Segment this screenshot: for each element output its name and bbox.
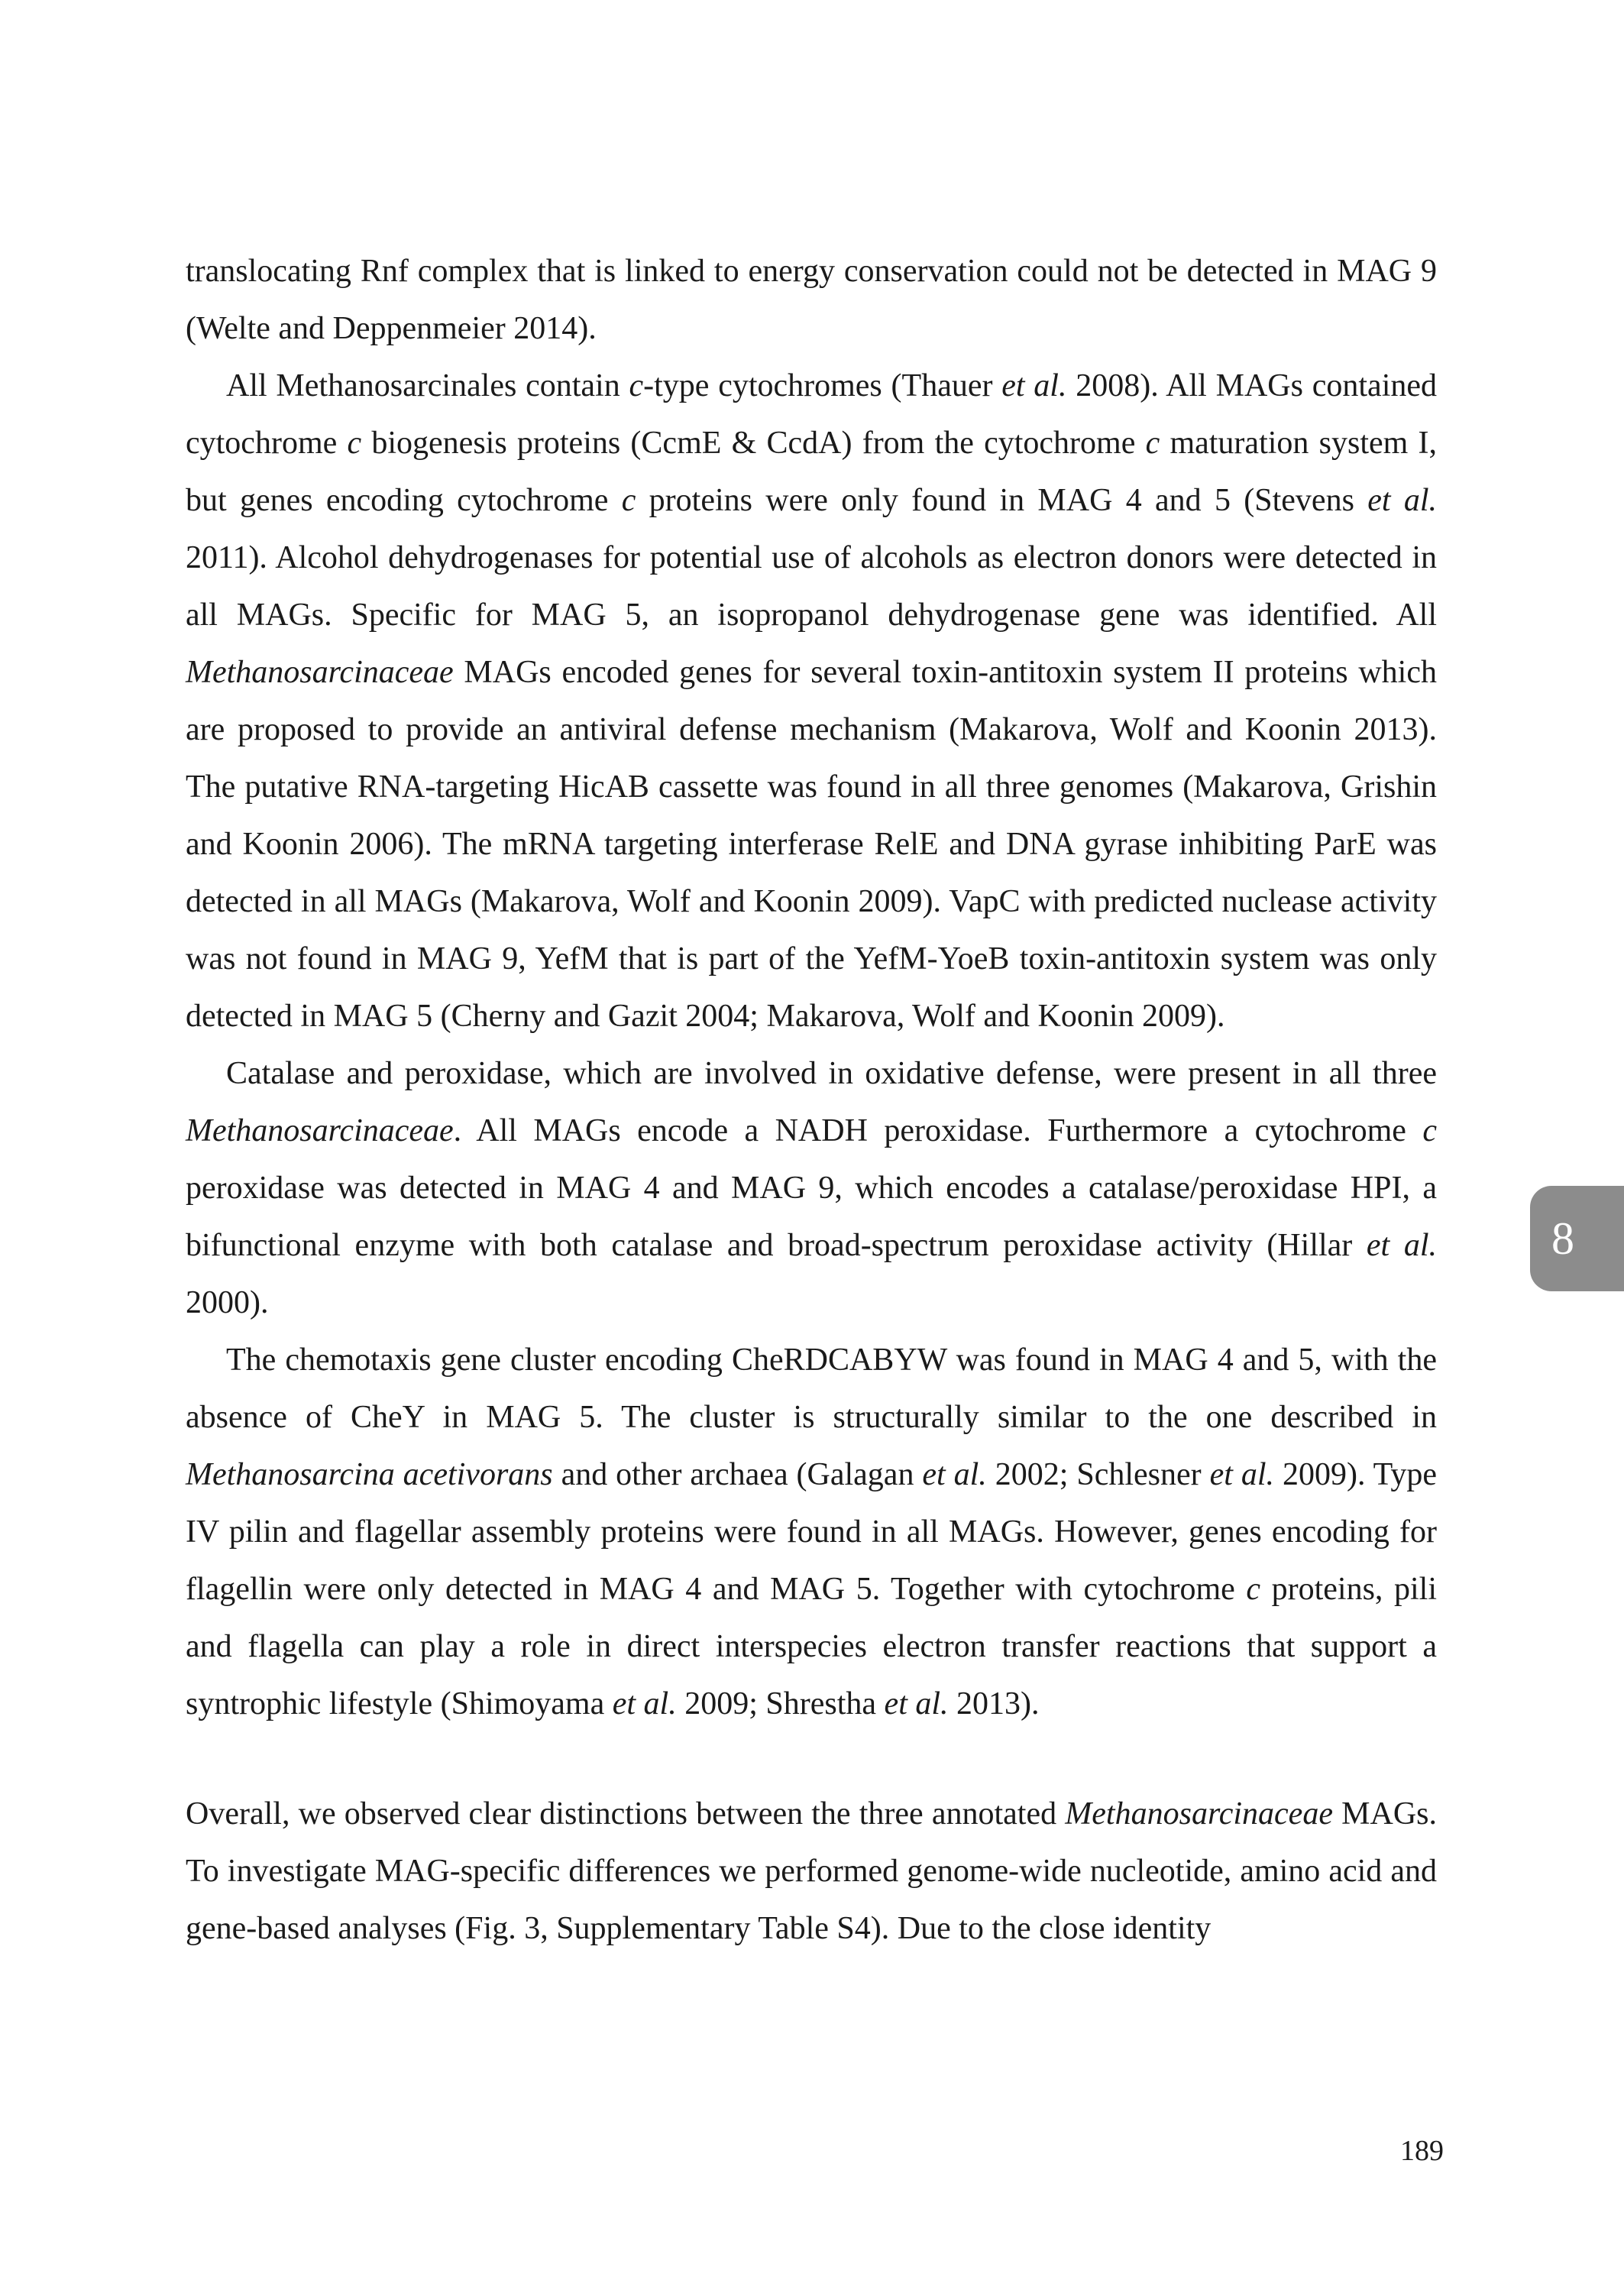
text-run: 2013). [948, 1686, 1040, 1721]
italic-text: et al. [1367, 483, 1438, 518]
text-run: 2009; Shrestha [676, 1686, 885, 1721]
text-run: . All MAGs encode a NADH peroxidase. Furthermore a cytochrome [453, 1113, 1423, 1148]
paragraph-rnf [186, 243, 1437, 358]
italic-text: et al. [612, 1686, 677, 1721]
italic-text: et al. [1209, 1457, 1275, 1492]
text-run: 2009). Type IV pilin and flagellar assembly proteins were found in all MAGs. However, genes encoding for flagellin were only detected in MAG 4 and MAG 5. Together with cytochrome [186, 1457, 1437, 1607]
text-run: and other archaea (Galagan [552, 1457, 923, 1492]
italic-text: c [1145, 426, 1160, 461]
italic-text: et al. [884, 1686, 949, 1721]
italic-text: c [1422, 1113, 1437, 1148]
text-run: All Methanosarcinales contain [226, 368, 629, 403]
italic-text: Methanosarcina acetivorans [186, 1457, 553, 1492]
text-run: peroxidase was detected in MAG 4 and MAG 9, which encodes a catalase/peroxidase HPI, a bifunctional enzyme with both catalase and broad-spectrum peroxidase activity (Hillar [186, 1171, 1437, 1263]
page-number: 189 [1400, 2135, 1444, 2167]
text-run: translocating Rnf complex that is linked to energy conservation could not be detected in MAG 9 (Welte and Deppenmeier 2014). [186, 254, 1437, 346]
chapter-tab: 8 [1530, 1186, 1624, 1291]
paragraph-cytochromes [186, 358, 1437, 1045]
text-run: Catalase and peroxidase, which are involved in oxidative defense, were present in all three [226, 1056, 1437, 1091]
text-run: maturation system I, but genes encoding cytochrome [186, 426, 1438, 518]
italic-text: c [629, 368, 644, 403]
text-run: MAGs. To investigate MAG-specific differences we performed genome-wide nucleotide, amino acid and gene-based analyses (Fig. 3, Supplementary Table S4). Due to the close identity [186, 1796, 1437, 1946]
italic-text: c [621, 483, 636, 518]
italic-text: Methanosarcinaceae [1065, 1796, 1333, 1831]
text-run: -type cytochromes (Thauer [643, 368, 1002, 403]
text-run: Overall, we observed clear distinctions between the three annotated [186, 1796, 1066, 1831]
italic-text: Methanosarcinaceae [186, 1113, 454, 1148]
text-run: proteins, pili and flagella can play a role in direct interspecies electron transfer reactions that support a syntrophic lifestyle (Shimoyama [186, 1572, 1437, 1721]
text-run: biogenesis proteins (CcmE & CcdA) from the cytochrome [361, 426, 1146, 461]
text-run: MAGs encoded genes for several toxin-antitoxin system II proteins which are proposed to provide an antiviral defense mechanism (Makarova, Wolf and Koonin 2013). The putative RNA-targeting HicAB cassette was found in all three genomes (Makarova, Grishin and Koonin 2006). The mRNA targeting interferase RelE and DNA gyrase inhibiting ParE was detected in all MAGs (Makarova, Wolf and Koonin 2009). VapC with predicted nuclease activity was not found in MAG 9, YefM that is part of the YefM-YoeB toxin-antitoxin system was only detected in MAG 5 (Cherny and Gazit 2004; Makarova, Wolf and Koonin 2009). [186, 655, 1437, 1034]
text-run: proteins were only found in MAG 4 and 5 (Stevens [636, 483, 1368, 518]
italic-text: et al. [1001, 368, 1067, 403]
italic-text: et al. [922, 1457, 987, 1492]
text-run: 2008). All MAGs contained cytochrome [186, 368, 1437, 461]
paragraph-catalase [186, 1045, 1437, 1332]
paragraph-overall [186, 1786, 1437, 1958]
text-run: The chemotaxis gene cluster encoding CheRDCABYW was found in MAG 4 and 5, with the absence of CheY in MAG 5. The cluster is structurally similar to the one described in [186, 1342, 1437, 1435]
italic-text: Methanosarcinaceae [186, 655, 454, 690]
italic-text: c [1246, 1572, 1261, 1607]
italic-text: et al. [1366, 1228, 1437, 1263]
page-body [186, 243, 1437, 1958]
text-run: 2002; Schlesner [986, 1457, 1210, 1492]
italic-text: c [347, 426, 362, 461]
text-run: 2011). Alcohol dehydrogenases for potential use of alcohols as electron donors were detected in all MAGs. Specific for MAG 5, an isopropanol dehydrogenase gene was identified. All [186, 540, 1437, 633]
paragraph-chemotaxis [186, 1332, 1437, 1733]
text-run: 2000). [186, 1285, 269, 1320]
